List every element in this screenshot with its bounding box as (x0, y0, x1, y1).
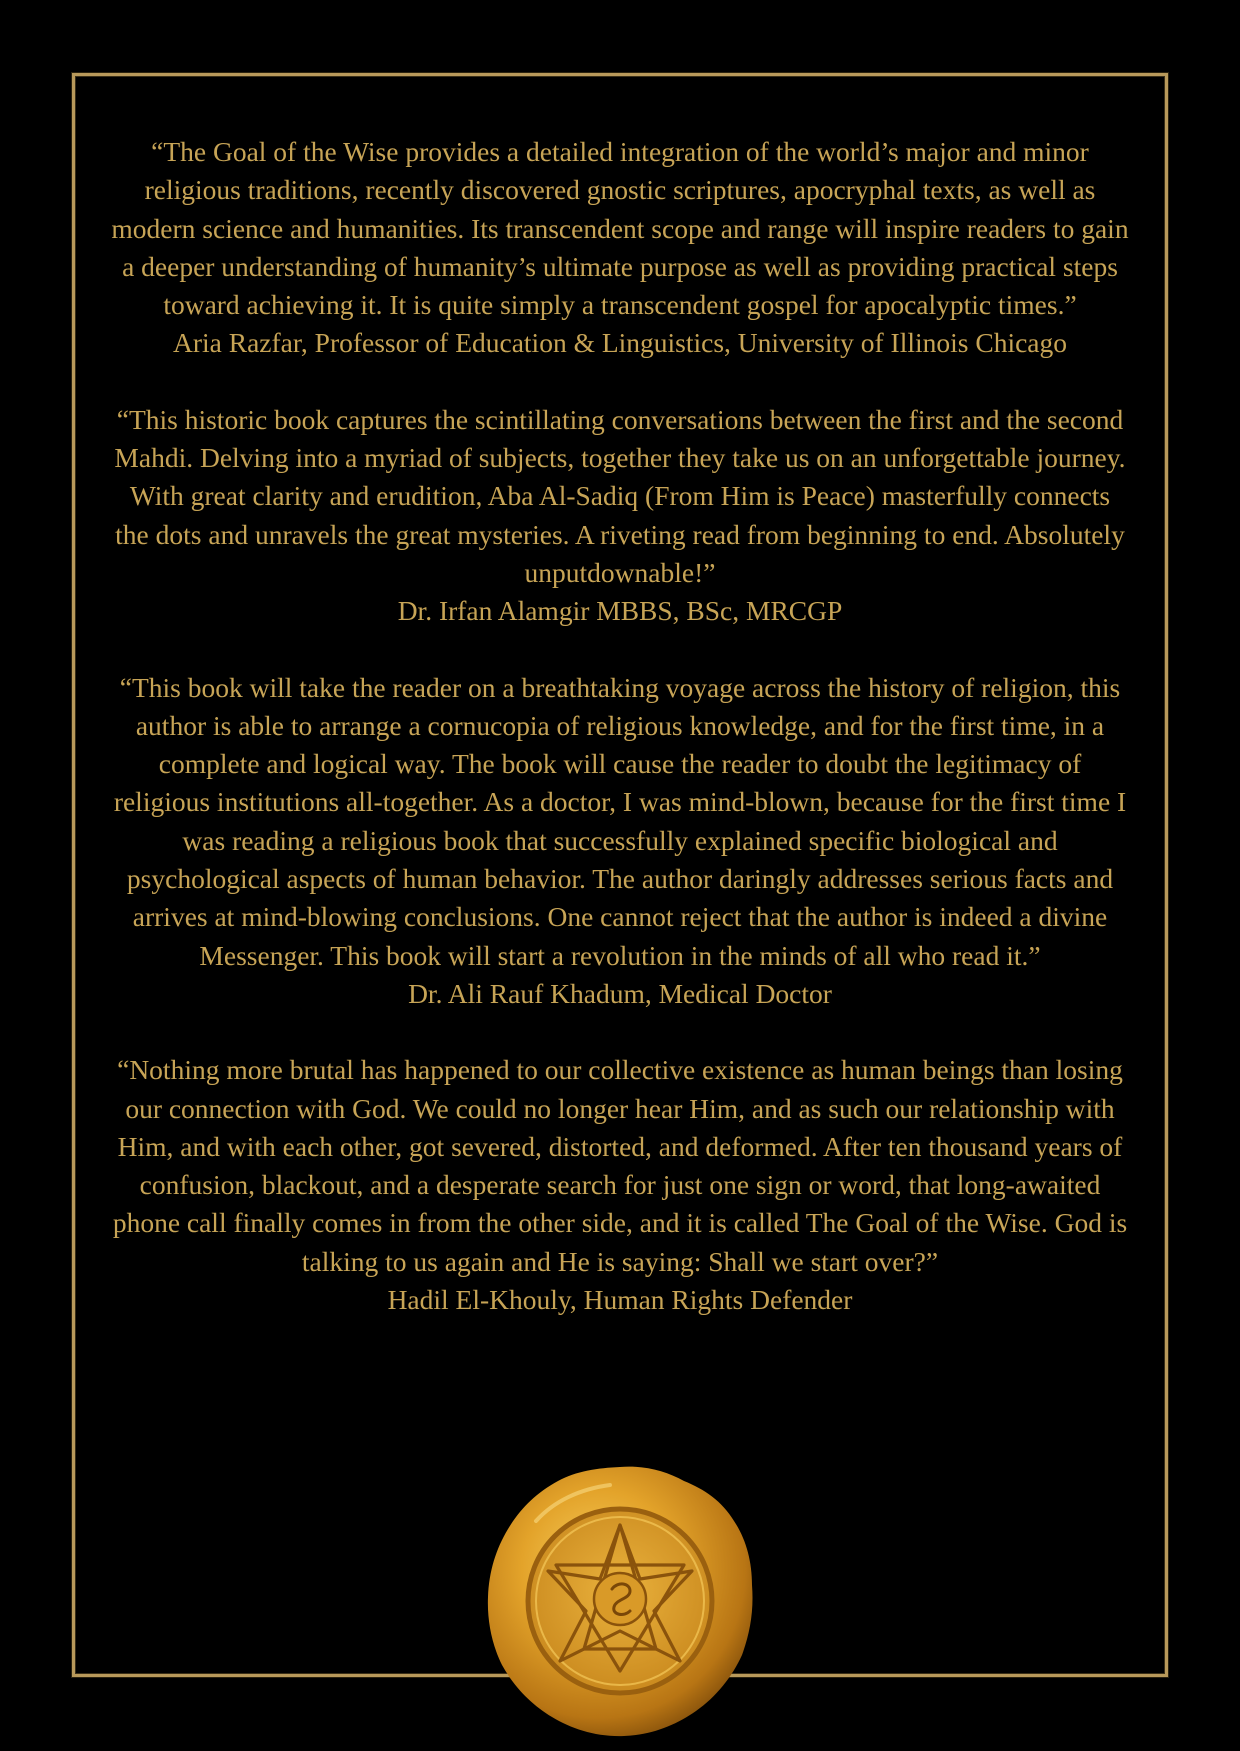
testimonial-1 (110, 133, 1130, 363)
testimonial-quote: “The Goal of the Wise provides a detailed integration of the world’s major and minor religious traditions, recently discovered gnostic scriptures, apocryphal texts, as well as modern science and humanities. Its transcendent scope and range will inspire readers to gain a deeper understanding of humanity’s ultimate purpose as well as providing practical steps toward achieving it. It is quite simply a transcendent gospel for apocalyptic times.” (111, 136, 1129, 321)
testimonial-attribution: Dr. Irfan Alamgir MBBS, BSc, MRCGP (397, 595, 843, 627)
testimonial-attribution: Dr. Ali Rauf Khadum, Medical Doctor (408, 977, 832, 1009)
testimonial-3 (110, 669, 1130, 1014)
wax-seal (484, 1461, 756, 1741)
testimonial-2 (110, 401, 1130, 631)
testimonial-4 (110, 1051, 1130, 1319)
testimonials (110, 133, 1130, 1357)
testimonial-quote: “This historic book captures the scintillating conversations between the first and the second Mahdi. Delving into a myriad of subjects, together they take us on an unforgettable journey. With great clarity and erudition, Aba Al-Sadiq (From Him is Peace) masterfully connects the dots and unravels the great mysteries. A riveting read from beginning to end. Absolutely unputdownable!” (114, 403, 1126, 588)
star-seal-icon (484, 1461, 756, 1741)
testimonial-quote: “Nothing more brutal has happened to our collective existence as human beings than losing our connection with God. We could no longer hear Him, and as such our relationship with Him, and with each other, got severed, distorted, and deformed. After ten thousand years of confusion, blackout, and a desperate search for just one sign or word, that long-awaited phone call finally comes in from the other side, and it is called The Goal of the Wise. God is talking to us again and He is saying: Shall we start over?” (112, 1054, 1128, 1277)
testimonial-attribution: Aria Razfar, Professor of Education & Linguistics, University of Illinois Chicago (173, 327, 1067, 359)
testimonial-quote: “This book will take the reader on a breathtaking voyage across the history of religion, this author is able to arrange a cornucopia of religious knowledge, and for the first time, in a complete and logical way. The book will cause the reader to doubt the legitimacy of religious institutions all-together. As a doctor, I was mind-blown, because for the first time I was reading a religious book that successfully explained specific biological and psychological aspects of human behavior. The author daringly addresses serious facts and arrives at mind-blowing conclusions. One cannot reject that the author is indeed a divine Messenger. This book will start a revolution in the minds of all who read it.” (113, 671, 1127, 971)
testimonial-attribution: Hadil El-Khouly, Human Rights Defender (387, 1284, 853, 1316)
